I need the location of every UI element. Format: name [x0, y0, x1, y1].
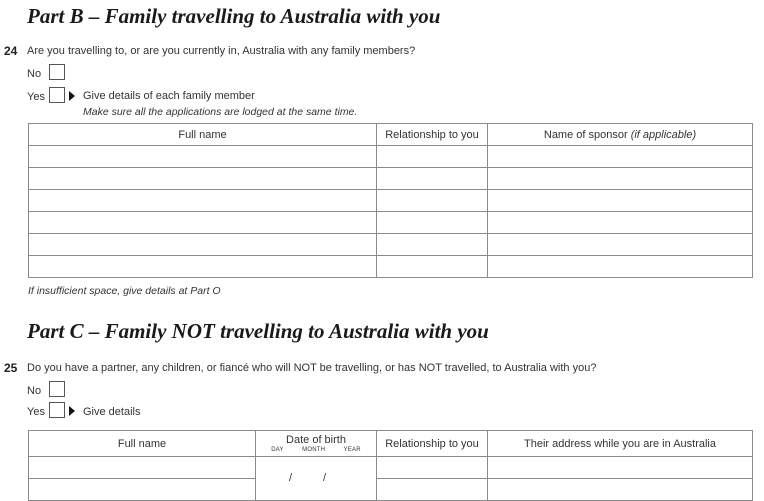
table-row: [29, 479, 753, 501]
table-row: [29, 256, 753, 278]
part-c-heading: Part C – Family NOT travelling to Australia with you: [27, 319, 489, 343]
family-travelling-table: [28, 123, 753, 278]
full-name-cell[interactable]: [29, 212, 377, 234]
full-name-cell[interactable]: [29, 457, 256, 479]
col-full-name: Full name: [29, 431, 256, 457]
dob-separator: /: [289, 472, 293, 484]
q24-yes-label: Yes: [27, 91, 45, 103]
dob-year-label: YEAR: [343, 447, 361, 453]
relationship-cell[interactable]: [377, 190, 488, 212]
address-cell[interactable]: [488, 479, 753, 501]
col-sponsor-label: Name of sponsor: [543, 128, 628, 141]
relationship-cell[interactable]: [377, 479, 488, 501]
family-not-travelling-table: [28, 430, 753, 501]
col-date-of-birth: [256, 431, 377, 457]
col-sponsor: [488, 124, 753, 146]
q24-yes-checkbox[interactable]: [49, 87, 65, 103]
col-relationship: Relationship to you: [377, 124, 488, 146]
relationship-cell[interactable]: [377, 457, 488, 479]
table-row: [29, 212, 753, 234]
sponsor-cell[interactable]: [488, 146, 753, 168]
dob-label: Date of birth: [286, 434, 346, 446]
dob-separator: /: [323, 472, 327, 484]
dob-subheaders: [256, 446, 376, 453]
sponsor-cell[interactable]: [488, 168, 753, 190]
sponsor-cell[interactable]: [488, 256, 753, 278]
dob-cell[interactable]: [256, 457, 377, 501]
col-address: Their address while you are in Australia: [488, 431, 753, 457]
sponsor-cell[interactable]: [488, 212, 753, 234]
q25-no-checkbox[interactable]: [49, 381, 65, 397]
part-b-footnote: If insufficient space, give details at Part O: [28, 285, 221, 297]
full-name-cell[interactable]: [29, 190, 377, 212]
full-name-cell[interactable]: [29, 234, 377, 256]
table-row: [29, 190, 753, 212]
col-sponsor-qualifier: (if applicable): [630, 128, 697, 141]
sponsor-cell[interactable]: [488, 190, 753, 212]
table-row: [29, 146, 753, 168]
table-row: [29, 234, 753, 256]
full-name-cell[interactable]: [29, 256, 377, 278]
sponsor-cell[interactable]: [488, 234, 753, 256]
table-header-row: [29, 124, 753, 146]
relationship-cell[interactable]: [377, 146, 488, 168]
dob-day-label: DAY: [271, 447, 284, 453]
col-relationship: Relationship to you: [377, 431, 488, 457]
q25-yes-label: Yes: [27, 406, 45, 418]
table-header-row: [29, 431, 753, 457]
relationship-cell[interactable]: [377, 256, 488, 278]
question-24-text: Are you travelling to, or are you currently in, Australia with any family members?: [27, 45, 416, 57]
dob-month-label: MONTH: [302, 447, 326, 453]
question-25-number: 25: [4, 361, 18, 375]
q24-no-checkbox[interactable]: [49, 64, 65, 80]
relationship-cell[interactable]: [377, 212, 488, 234]
question-25-text: Do you have a partner, any children, or fiancé who will NOT be travelling, or has NOT travelled, to Australia with you?: [27, 362, 597, 374]
col-full-name: Full name: [29, 124, 377, 146]
part-b-heading: Part B – Family travelling to Australia with you: [27, 4, 441, 28]
relationship-cell[interactable]: [377, 234, 488, 256]
full-name-cell[interactable]: [29, 168, 377, 190]
q24-yes-note: Make sure all the applications are lodged at the same time.: [83, 106, 358, 118]
relationship-cell[interactable]: [377, 168, 488, 190]
arrow-right-icon: [69, 91, 75, 101]
q24-no-label: No: [27, 68, 42, 80]
table-row: [29, 457, 753, 479]
full-name-cell[interactable]: [29, 479, 256, 501]
q25-no-label: No: [27, 385, 42, 397]
q24-yes-instruction: Give details of each family member: [83, 90, 255, 102]
full-name-cell[interactable]: [29, 146, 377, 168]
address-cell[interactable]: [488, 457, 753, 479]
table-row: [29, 168, 753, 190]
q25-yes-instruction: Give details: [83, 406, 141, 418]
arrow-right-icon: [69, 406, 75, 416]
question-24-number: 24: [4, 44, 18, 58]
q25-yes-checkbox[interactable]: [49, 402, 65, 418]
